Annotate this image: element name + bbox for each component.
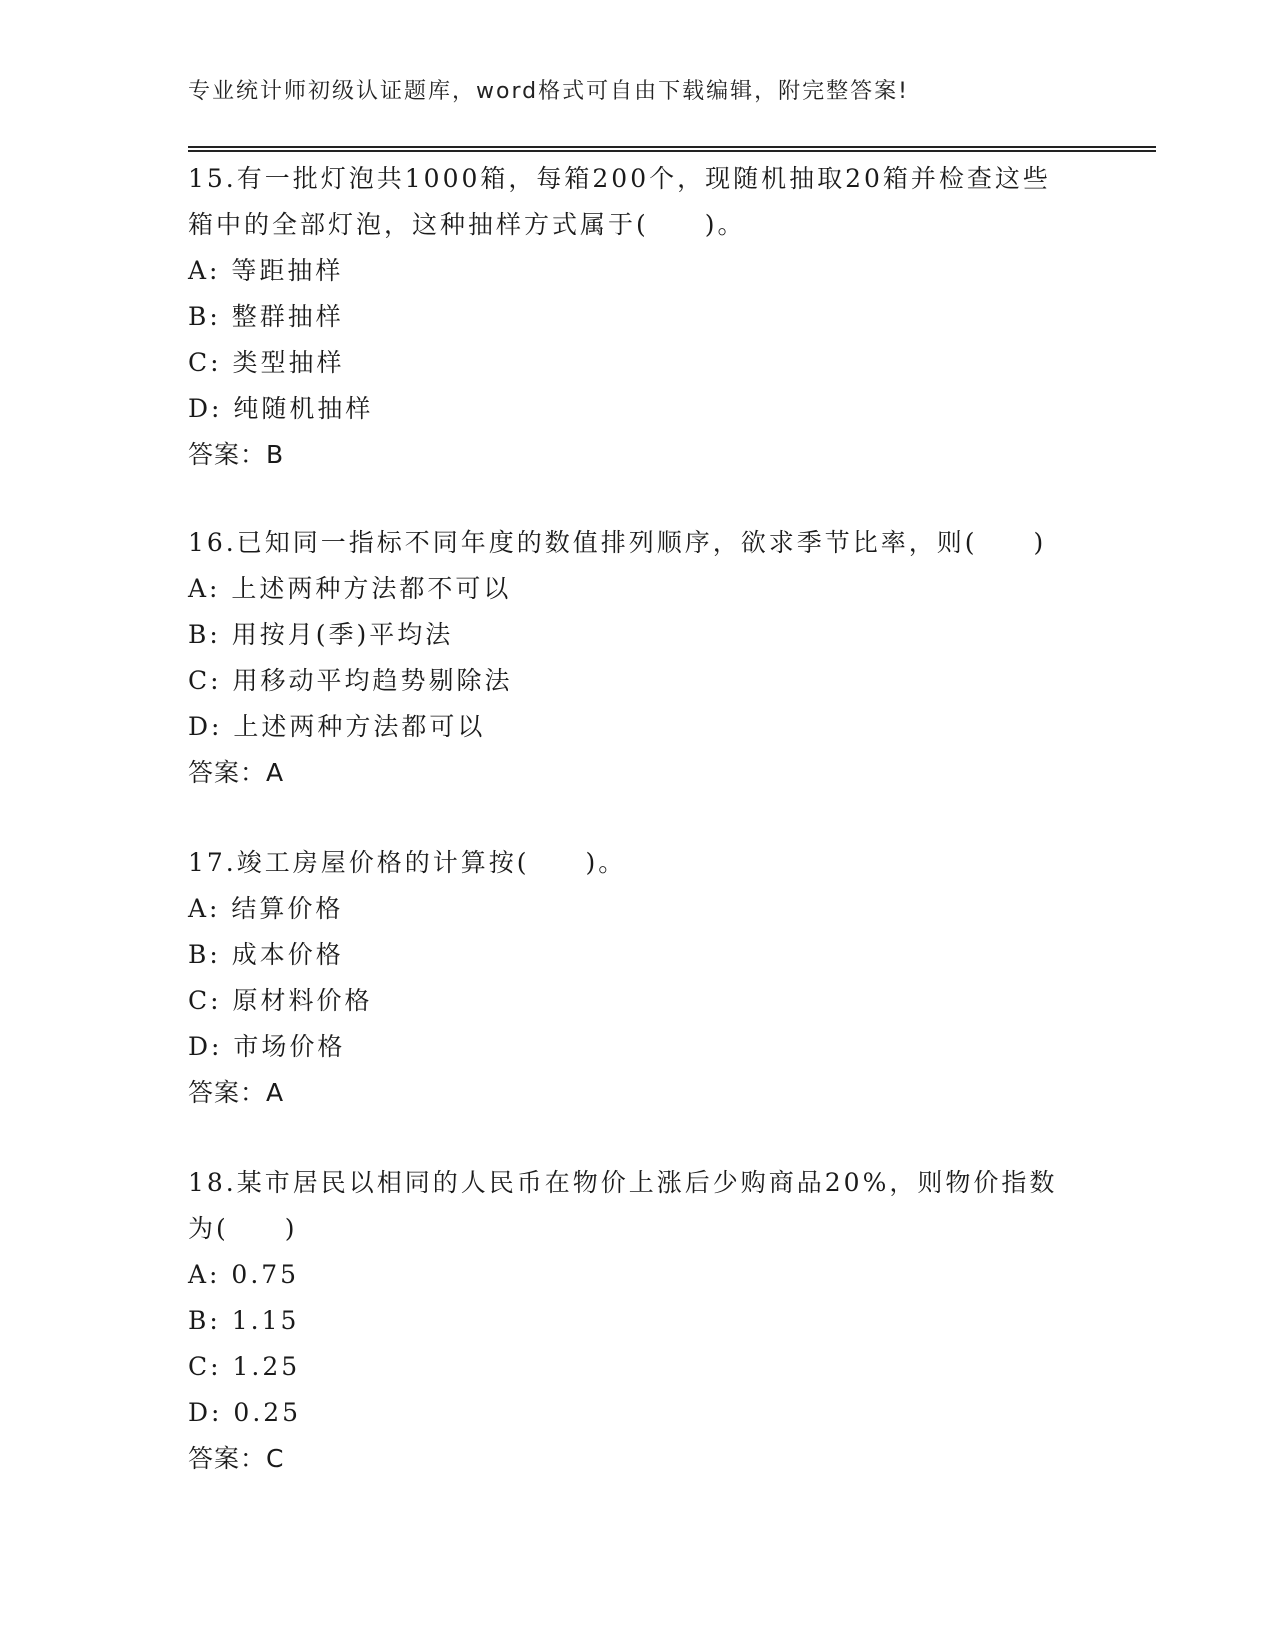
question-18 bbox=[188, 1160, 1088, 1482]
option-b: B: 1.15 bbox=[188, 1306, 300, 1335]
answer-line: 答案：A bbox=[188, 1078, 285, 1107]
option-d: D: 市场价格 bbox=[188, 1032, 346, 1061]
question-16 bbox=[188, 520, 1088, 796]
answer-line: 答案：B bbox=[188, 440, 285, 469]
question-stem-line: 16.已知同一指标不同年度的数值排列顺序，欲求季节比率，则( ) bbox=[188, 528, 1047, 557]
header-divider-top bbox=[188, 146, 1156, 148]
question-stem-line: 15.有一批灯泡共1000箱，每箱200个，现随机抽取20箱并检查这些 bbox=[188, 164, 1051, 193]
question-17 bbox=[188, 840, 1088, 1116]
option-c: C: 类型抽样 bbox=[188, 348, 345, 377]
question-15 bbox=[188, 156, 1088, 478]
option-c: C: 用移动平均趋势剔除法 bbox=[188, 666, 513, 695]
question-stem-line: 18.某市居民以相同的人民币在物价上涨后少购商品20%，则物价指数 bbox=[188, 1168, 1058, 1197]
option-a: A: 上述两种方法都不可以 bbox=[188, 574, 512, 603]
option-b: B: 成本价格 bbox=[188, 940, 344, 969]
answer-line: 答案：C bbox=[188, 1444, 285, 1473]
option-d: D: 纯随机抽样 bbox=[188, 394, 374, 423]
option-d: D: 0.25 bbox=[188, 1398, 302, 1427]
option-a: A: 结算价格 bbox=[188, 894, 344, 923]
option-c: C: 1.25 bbox=[188, 1352, 301, 1381]
document-header: 专业统计师初级认证题库，word格式可自由下载编辑，附完整答案! bbox=[188, 79, 909, 104]
question-stem-line: 为( ) bbox=[188, 1214, 298, 1243]
option-b: B: 整群抽样 bbox=[188, 302, 344, 331]
question-stem-line: 箱中的全部灯泡，这种抽样方式属于( )。 bbox=[188, 210, 746, 239]
option-c: C: 原材料价格 bbox=[188, 986, 373, 1015]
option-b: B: 用按月(季)平均法 bbox=[188, 620, 454, 649]
question-stem-line: 17.竣工房屋价格的计算按( )。 bbox=[188, 848, 627, 877]
option-d: D: 上述两种方法都可以 bbox=[188, 712, 486, 741]
header-divider-bottom bbox=[188, 150, 1156, 152]
option-a: A: 0.75 bbox=[188, 1260, 300, 1289]
option-a: A: 等距抽样 bbox=[188, 256, 344, 285]
answer-line: 答案：A bbox=[188, 758, 285, 787]
